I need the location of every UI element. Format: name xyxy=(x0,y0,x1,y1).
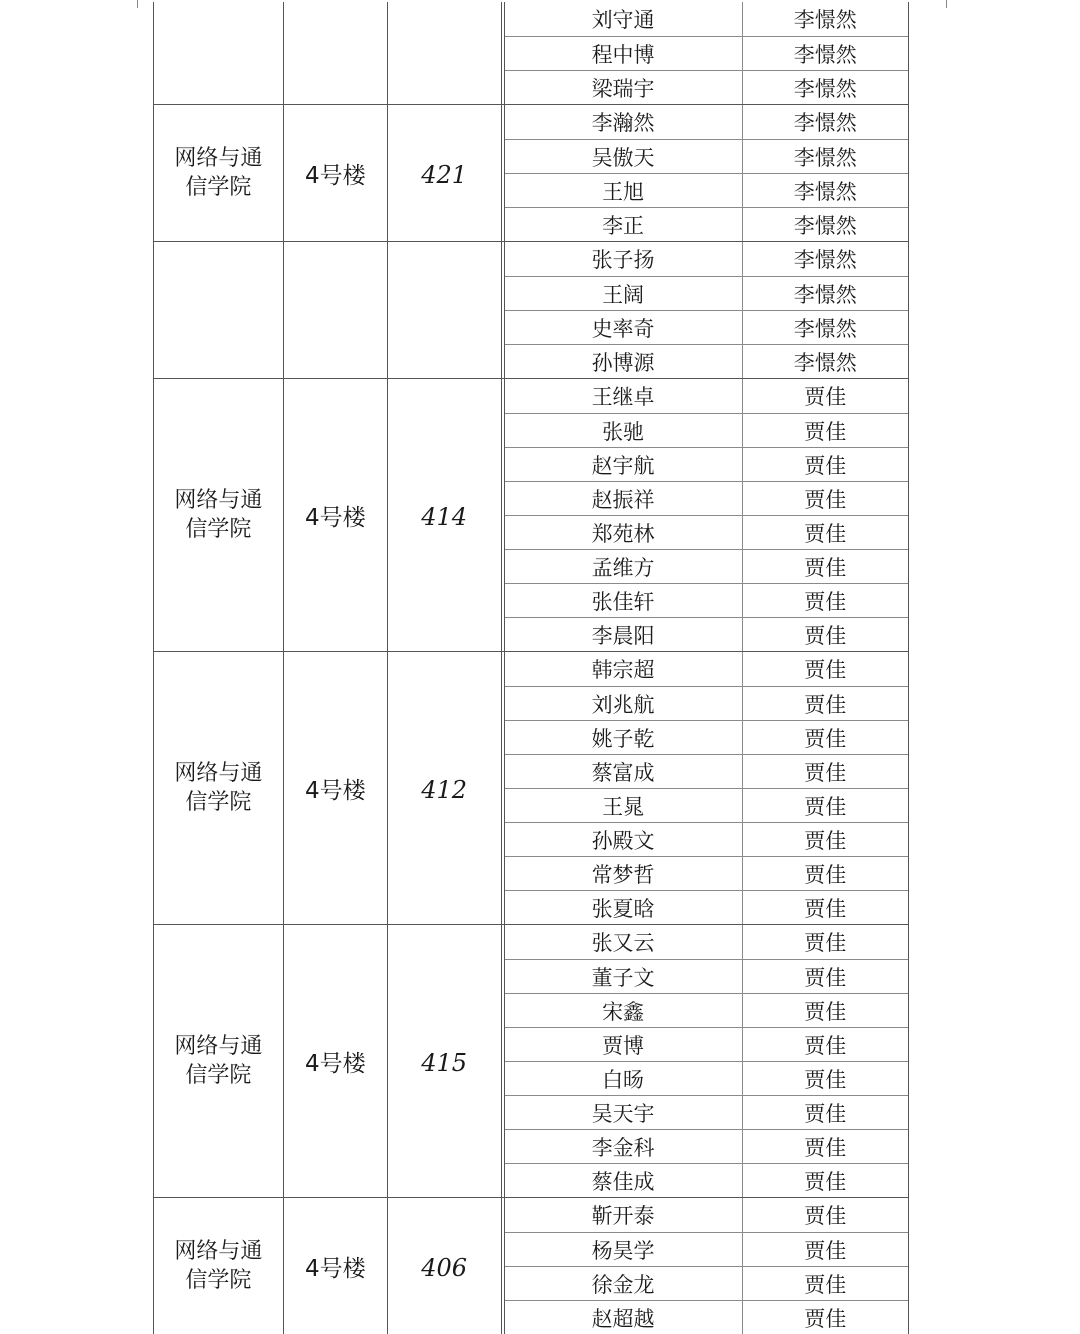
student-rows xyxy=(504,379,909,651)
table-row xyxy=(505,1095,908,1129)
building-text: 4号楼 xyxy=(304,1050,366,1077)
building-cell xyxy=(283,242,387,378)
room-cell xyxy=(387,2,501,104)
mentor-name: 贾佳 xyxy=(804,1135,847,1160)
room-number: 406 xyxy=(421,1254,468,1282)
student-name: 史率奇 xyxy=(505,311,743,344)
dorm-group xyxy=(153,924,909,1197)
mentor-name: 贾佳 xyxy=(804,589,847,614)
student-name: 白旸 xyxy=(505,1062,743,1095)
table-row xyxy=(505,70,908,104)
student-rows xyxy=(504,242,909,378)
room-number: 414 xyxy=(421,503,468,531)
building-cell xyxy=(283,652,387,924)
mentor-name: 贾佳 xyxy=(804,521,847,546)
student-name: 刘兆航 xyxy=(505,687,743,720)
table-row xyxy=(505,1232,908,1266)
college-cell xyxy=(153,379,283,651)
mentor-name: 贾佳 xyxy=(804,1204,847,1228)
dorm-group xyxy=(153,2,909,104)
mentor-name: 李憬然 xyxy=(793,145,857,170)
table-row xyxy=(505,959,908,993)
mentor-name: 贾佳 xyxy=(804,760,847,785)
mentor-name: 贾佳 xyxy=(804,658,847,682)
student-name: 刘守通 xyxy=(505,2,743,36)
mentor-name: 贾佳 xyxy=(804,1238,847,1263)
student-name: 常梦哲 xyxy=(505,857,743,890)
room-cell xyxy=(387,925,501,1197)
student-name: 蔡富成 xyxy=(505,755,743,788)
table-row xyxy=(505,344,908,378)
student-name: 李正 xyxy=(505,208,743,241)
mentor-name: 贾佳 xyxy=(804,692,847,717)
building-cell xyxy=(283,1198,387,1334)
building-cell xyxy=(283,2,387,104)
building-cell xyxy=(283,925,387,1197)
mentor-name: 贾佳 xyxy=(804,623,847,648)
table-row xyxy=(505,276,908,310)
table-row xyxy=(505,822,908,856)
table-row xyxy=(505,754,908,788)
table-row xyxy=(505,207,908,241)
table-row xyxy=(505,1061,908,1095)
mentor-name: 李憬然 xyxy=(793,316,857,341)
student-name: 韩宗超 xyxy=(505,652,743,686)
college-cell xyxy=(153,2,283,104)
college-cell xyxy=(153,1198,283,1334)
dorm-group xyxy=(153,241,909,378)
student-name: 吴傲天 xyxy=(505,140,743,173)
student-name: 梁瑞宇 xyxy=(505,71,743,104)
college-text: 网络与通信学院 xyxy=(174,761,263,815)
table-row xyxy=(505,379,908,413)
mentor-name: 李憬然 xyxy=(793,76,857,101)
mentor-name: 贾佳 xyxy=(804,828,847,853)
mentor-name: 贾佳 xyxy=(804,419,847,444)
room-number: 415 xyxy=(421,1049,468,1077)
room-cell xyxy=(387,652,501,924)
mentor-name: 贾佳 xyxy=(804,999,847,1024)
mentor-name: 贾佳 xyxy=(804,1067,847,1092)
table-row xyxy=(505,1266,908,1300)
building-text: 4号楼 xyxy=(304,162,366,189)
table-row xyxy=(505,413,908,447)
table-row xyxy=(505,925,908,959)
student-name: 王阔 xyxy=(505,277,743,310)
student-name: 杨昊学 xyxy=(505,1233,743,1266)
student-rows xyxy=(504,2,909,104)
table-row xyxy=(505,310,908,344)
mentor-name: 贾佳 xyxy=(804,794,847,819)
table-row xyxy=(505,36,908,70)
student-name: 赵振祥 xyxy=(505,482,743,515)
room-number: 412 xyxy=(421,776,468,804)
table-row xyxy=(505,515,908,549)
student-name: 孙博源 xyxy=(505,345,743,378)
college-cell xyxy=(153,242,283,378)
table-row xyxy=(505,549,908,583)
table-row xyxy=(505,1198,908,1232)
college-text: 网络与通信学院 xyxy=(174,1239,263,1293)
table-row xyxy=(505,1163,908,1197)
student-name: 王旭 xyxy=(505,174,743,207)
building-cell xyxy=(283,379,387,651)
student-name: 王晁 xyxy=(505,789,743,822)
table-row xyxy=(505,447,908,481)
mentor-name: 贾佳 xyxy=(804,931,847,955)
room-cell xyxy=(387,379,501,651)
mentor-name: 贾佳 xyxy=(804,862,847,887)
table-row xyxy=(505,720,908,754)
dorm-group xyxy=(153,1197,909,1334)
building-text: 4号楼 xyxy=(304,777,366,804)
student-name: 姚子乾 xyxy=(505,721,743,754)
mentor-name: 贾佳 xyxy=(804,726,847,751)
table-row xyxy=(505,2,908,36)
table-row xyxy=(505,788,908,822)
student-rows xyxy=(504,925,909,1197)
student-name: 李晨阳 xyxy=(505,618,743,651)
room-cell xyxy=(387,242,501,378)
mentor-name: 李憬然 xyxy=(793,8,857,32)
dorm-group xyxy=(153,104,909,241)
college-cell xyxy=(153,652,283,924)
table-row xyxy=(505,617,908,651)
building-cell xyxy=(283,105,387,241)
student-name: 王继卓 xyxy=(505,379,743,413)
building-text: 4号楼 xyxy=(304,1255,366,1282)
student-name: 赵超越 xyxy=(505,1301,743,1334)
mentor-name: 李憬然 xyxy=(793,42,857,67)
student-rows xyxy=(504,652,909,924)
mentor-name: 贾佳 xyxy=(804,385,847,409)
mentor-name: 李憬然 xyxy=(793,350,857,375)
student-name: 李瀚然 xyxy=(505,105,743,139)
student-name: 徐金龙 xyxy=(505,1267,743,1300)
mentor-name: 贾佳 xyxy=(804,965,847,990)
student-name: 程中博 xyxy=(505,37,743,70)
table-row xyxy=(505,139,908,173)
mentor-name: 贾佳 xyxy=(804,487,847,512)
student-name: 孟维方 xyxy=(505,550,743,583)
scan-edge-mark xyxy=(946,0,947,8)
mentor-name: 贾佳 xyxy=(804,453,847,478)
mentor-name: 李憬然 xyxy=(793,213,857,238)
table-row xyxy=(505,890,908,924)
mentor-name: 贾佳 xyxy=(804,1272,847,1297)
table-row xyxy=(505,583,908,617)
table-row xyxy=(505,481,908,515)
mentor-name: 贾佳 xyxy=(804,1169,847,1194)
student-name: 宋鑫 xyxy=(505,994,743,1027)
student-name: 靳开泰 xyxy=(505,1198,743,1232)
room-cell xyxy=(387,1198,501,1334)
table-row xyxy=(505,1300,908,1334)
mentor-name: 李憬然 xyxy=(793,282,857,307)
mentor-name: 李憬然 xyxy=(793,248,857,272)
college-cell xyxy=(153,105,283,241)
mentor-name: 贾佳 xyxy=(804,555,847,580)
student-name: 蔡佳成 xyxy=(505,1164,743,1197)
table-row xyxy=(505,993,908,1027)
mentor-name: 贾佳 xyxy=(804,1033,847,1058)
building-text: 4号楼 xyxy=(304,504,366,531)
table-row xyxy=(505,105,908,139)
student-rows xyxy=(504,105,909,241)
mentor-name: 贾佳 xyxy=(804,1306,847,1331)
table-row xyxy=(505,173,908,207)
table-row xyxy=(505,856,908,890)
table-row xyxy=(505,1027,908,1061)
room-cell xyxy=(387,105,501,241)
college-text: 网络与通信学院 xyxy=(174,488,263,542)
student-name: 贾博 xyxy=(505,1028,743,1061)
mentor-name: 贾佳 xyxy=(804,1101,847,1126)
student-name: 赵宇航 xyxy=(505,448,743,481)
mentor-name: 贾佳 xyxy=(804,896,847,921)
student-name: 孙殿文 xyxy=(505,823,743,856)
student-name: 郑苑林 xyxy=(505,516,743,549)
college-text: 网络与通信学院 xyxy=(174,146,263,200)
table-row xyxy=(505,242,908,276)
table-row xyxy=(505,686,908,720)
student-name: 李金科 xyxy=(505,1130,743,1163)
table-row xyxy=(505,1129,908,1163)
student-name: 张驰 xyxy=(505,414,743,447)
scan-edge-mark xyxy=(137,0,138,8)
student-name: 张子扬 xyxy=(505,242,743,276)
student-name: 董子文 xyxy=(505,960,743,993)
dorm-group xyxy=(153,378,909,651)
student-name: 张又云 xyxy=(505,925,743,959)
dorm-group xyxy=(153,651,909,924)
college-cell xyxy=(153,925,283,1197)
student-rows xyxy=(504,1198,909,1334)
dormitory-assignment-table xyxy=(153,2,909,1334)
mentor-name: 李憬然 xyxy=(793,111,857,135)
mentor-name: 李憬然 xyxy=(793,179,857,204)
table-row xyxy=(505,652,908,686)
college-text: 网络与通信学院 xyxy=(174,1034,263,1088)
student-name: 张夏晗 xyxy=(505,891,743,924)
room-number: 421 xyxy=(421,161,468,189)
student-name: 张佳轩 xyxy=(505,584,743,617)
student-name: 吴天宇 xyxy=(505,1096,743,1129)
